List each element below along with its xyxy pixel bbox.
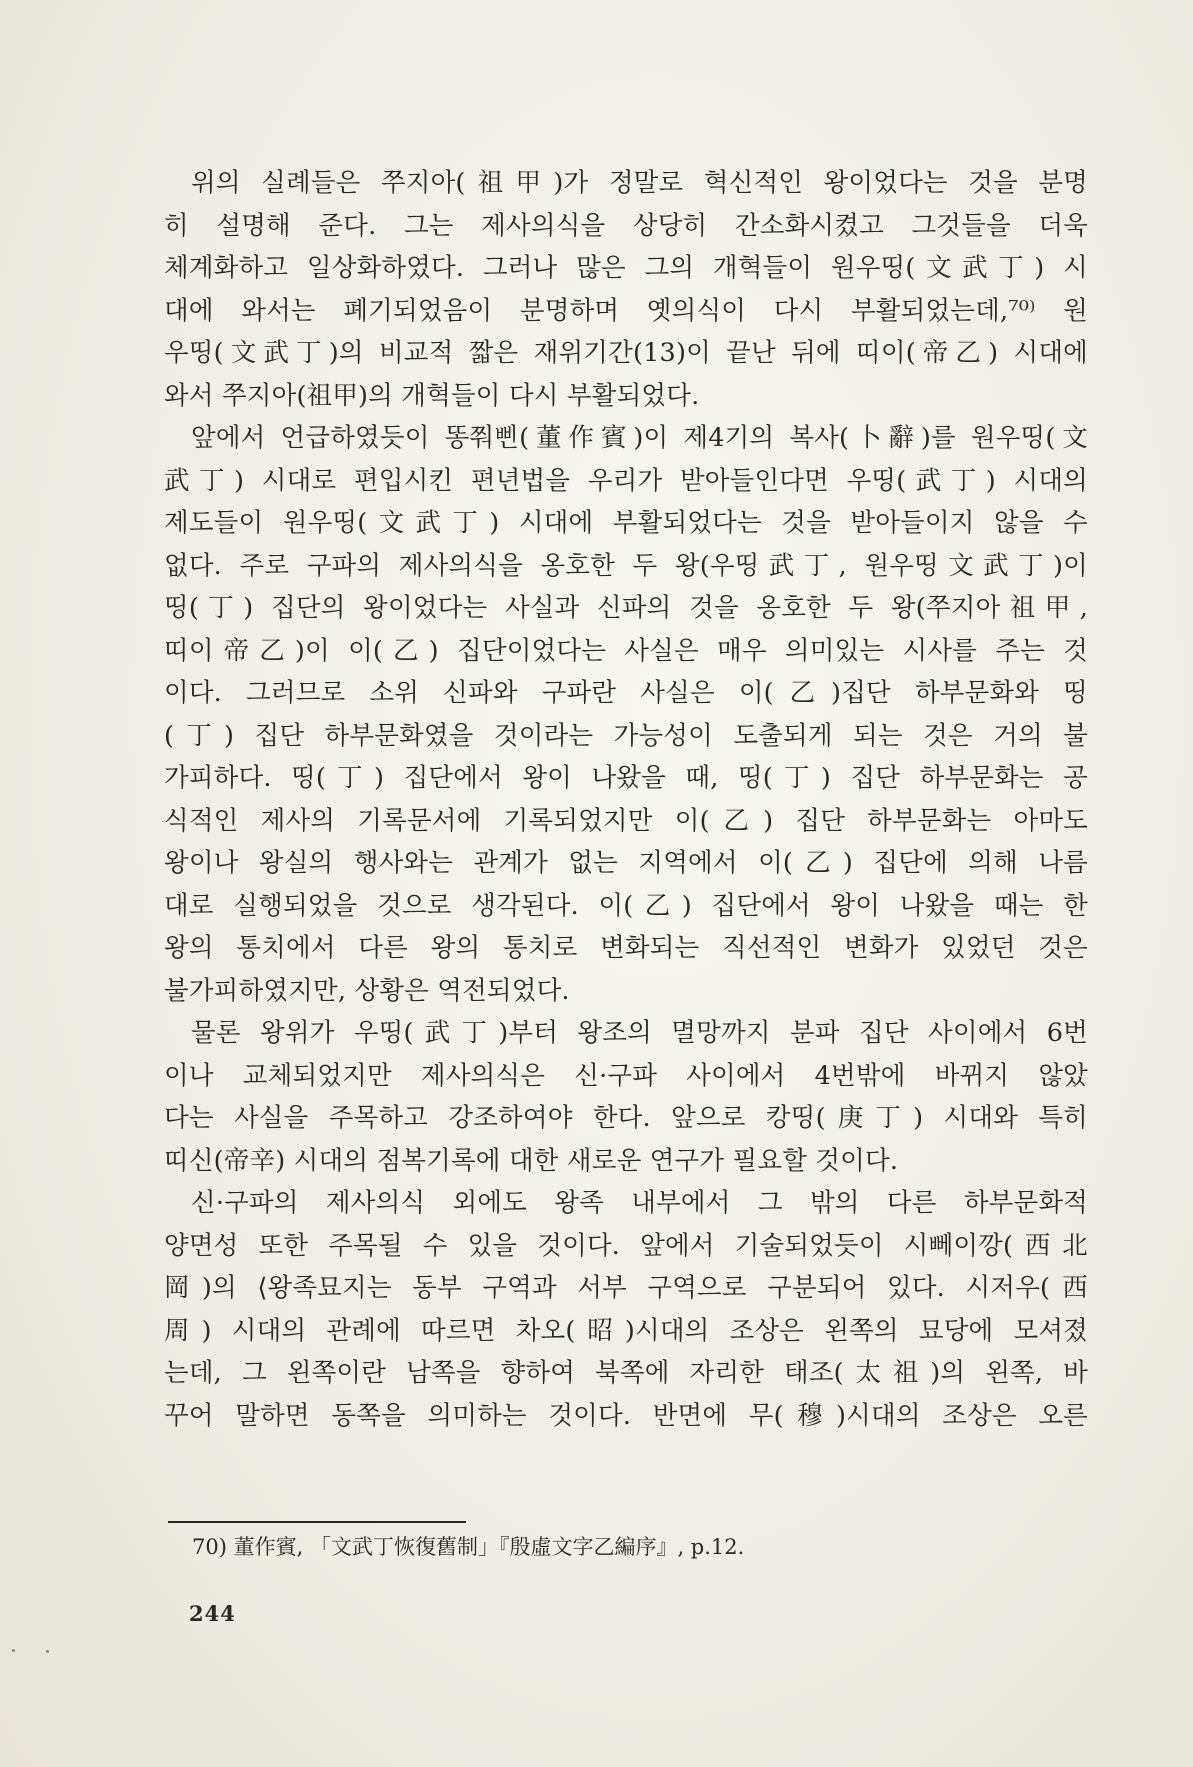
- text-line: 없다. 주로 구파의 제사의식을 옹호한 두 왕(우띵武丁, 원우띵文武丁)이: [164, 550, 1088, 581]
- text-line: 다는 사실을 주목하고 강조하여야 한다. 앞으로 캉띵(庚丁) 시대와 특히: [164, 1103, 1088, 1133]
- body-text: [164, 162, 1088, 1437]
- text-line: 이나 교체되었지만 제사의식은 신·구파 사이에서 4번밖에 바뀌지 않았: [164, 1060, 1088, 1091]
- text-line: 불가피하였지만, 상황은 역전되었다.: [164, 975, 570, 1006]
- scan-speck: [46, 1650, 49, 1653]
- text-line: 앞에서 언급하였듯이 똥쭤삔(董作賓)이 제4기의 복사(卜辭)를 원우띵(文: [191, 423, 1088, 453]
- text-line: 제도들이 원우띵(文武丁) 시대에 부활되었다는 것을 받아들이지 않을 수: [164, 508, 1088, 538]
- text-line: 가피하다. 띵(丁) 집단에서 왕이 나왔을 때, 띵(丁) 집단 하부문화는 공: [164, 763, 1088, 793]
- text-line: 대에 와서는 폐기되었음이 분명하며 옛의식이 다시 부활되었는데,⁷⁰⁾ 원: [164, 295, 1088, 326]
- text-line: 위의 실례들은 쭈지아(祖甲)가 정말로 혁신적인 왕이었다는 것을 분명: [191, 168, 1088, 198]
- text-line: 히 설명해 준다. 그는 제사의식을 상당히 간소화시켰고 그것들을 더욱: [164, 210, 1088, 241]
- text-line: 꾸어 말하면 동쪽을 의미하는 것이다. 반면에 무(穆)시대의 조상은 오른: [164, 1400, 1088, 1431]
- footnote-divider: [168, 1521, 466, 1523]
- text-line: 신·구파의 제사의식 외에도 왕족 내부에서 그 밖의 다른 하부문화적: [191, 1188, 1088, 1218]
- text-line: 武丁) 시대로 편입시킨 편년법을 우리가 받아들인다면 우띵(武丁) 시대의: [164, 465, 1088, 496]
- text-line: 왕이나 왕실의 행사와는 관계가 없는 지역에서 이(乙) 집단에 의해 나름: [164, 848, 1088, 878]
- text-line: 식적인 제사의 기록문서에 기록되었지만 이(乙) 집단 하부문화는 아마도: [164, 805, 1088, 836]
- text-line: 띠신(帝辛) 시대의 점복기록에 대한 새로운 연구가 필요할 것이다.: [164, 1145, 899, 1176]
- footnote: 70) 董作賓, 「文武丁恢復舊制」『殷虛文字乙編序』, p.12.: [192, 1535, 745, 1559]
- scan-speck: [12, 1649, 15, 1652]
- text-line: 양면성 또한 주목될 수 있을 것이다. 앞에서 기술되었듯이 시뻬이깡(西北: [164, 1230, 1088, 1261]
- page-number: 244: [189, 1601, 236, 1626]
- text-line: 이다. 그러므로 소위 신파와 구파란 사실은 이(乙)집단 하부문화와 띵: [164, 678, 1088, 708]
- text-line: 대로 실행되었을 것으로 생각된다. 이(乙) 집단에서 왕이 나왔을 때는 한: [164, 890, 1088, 921]
- text-line: 周) 시대의 관례에 따르면 차오(昭)시대의 조상은 왼쪽의 묘당에 모셔졌: [164, 1315, 1088, 1346]
- text-line: 와서 쭈지아(祖甲)의 개혁들이 다시 부활되었다.: [164, 380, 700, 411]
- text-line: (丁) 집단 하부문화였을 것이라는 가능성이 도출되게 되는 것은 거의 불: [164, 720, 1088, 751]
- text-line: 는데, 그 왼쪽이란 남쪽을 향하여 북쪽에 자리한 태조(太祖)의 왼쪽, 바: [164, 1358, 1088, 1388]
- text-line: 띠이帝乙)이 이(乙) 집단이었다는 사실은 매우 의미있는 시사를 주는 것: [164, 635, 1088, 666]
- text-line: 왕의 통치에서 다른 왕의 통치로 변화되는 직선적인 변화가 있었던 것은: [164, 933, 1088, 963]
- text-line: 체계화하고 일상화하였다. 그러나 많은 그의 개혁들이 원우띵(文武丁) 시: [164, 253, 1088, 283]
- text-line: 띵(丁) 집단의 왕이었다는 사실과 신파의 것을 옹호한 두 왕(쭈지아祖甲,: [164, 593, 1088, 623]
- text-line: 岡)의 ⟨왕족묘지는 동부 구역과 서부 구역으로 구분되어 있다. 시저우(西: [164, 1273, 1088, 1303]
- text-line: 물론 왕위가 우띵(武丁)부터 왕조의 멸망까지 분파 집단 사이에서 6번: [191, 1018, 1088, 1048]
- text-line: 우띵(文武丁)의 비교적 짧은 재위기간(13)이 끝난 뒤에 띠이(帝乙) 시대에: [164, 338, 1088, 368]
